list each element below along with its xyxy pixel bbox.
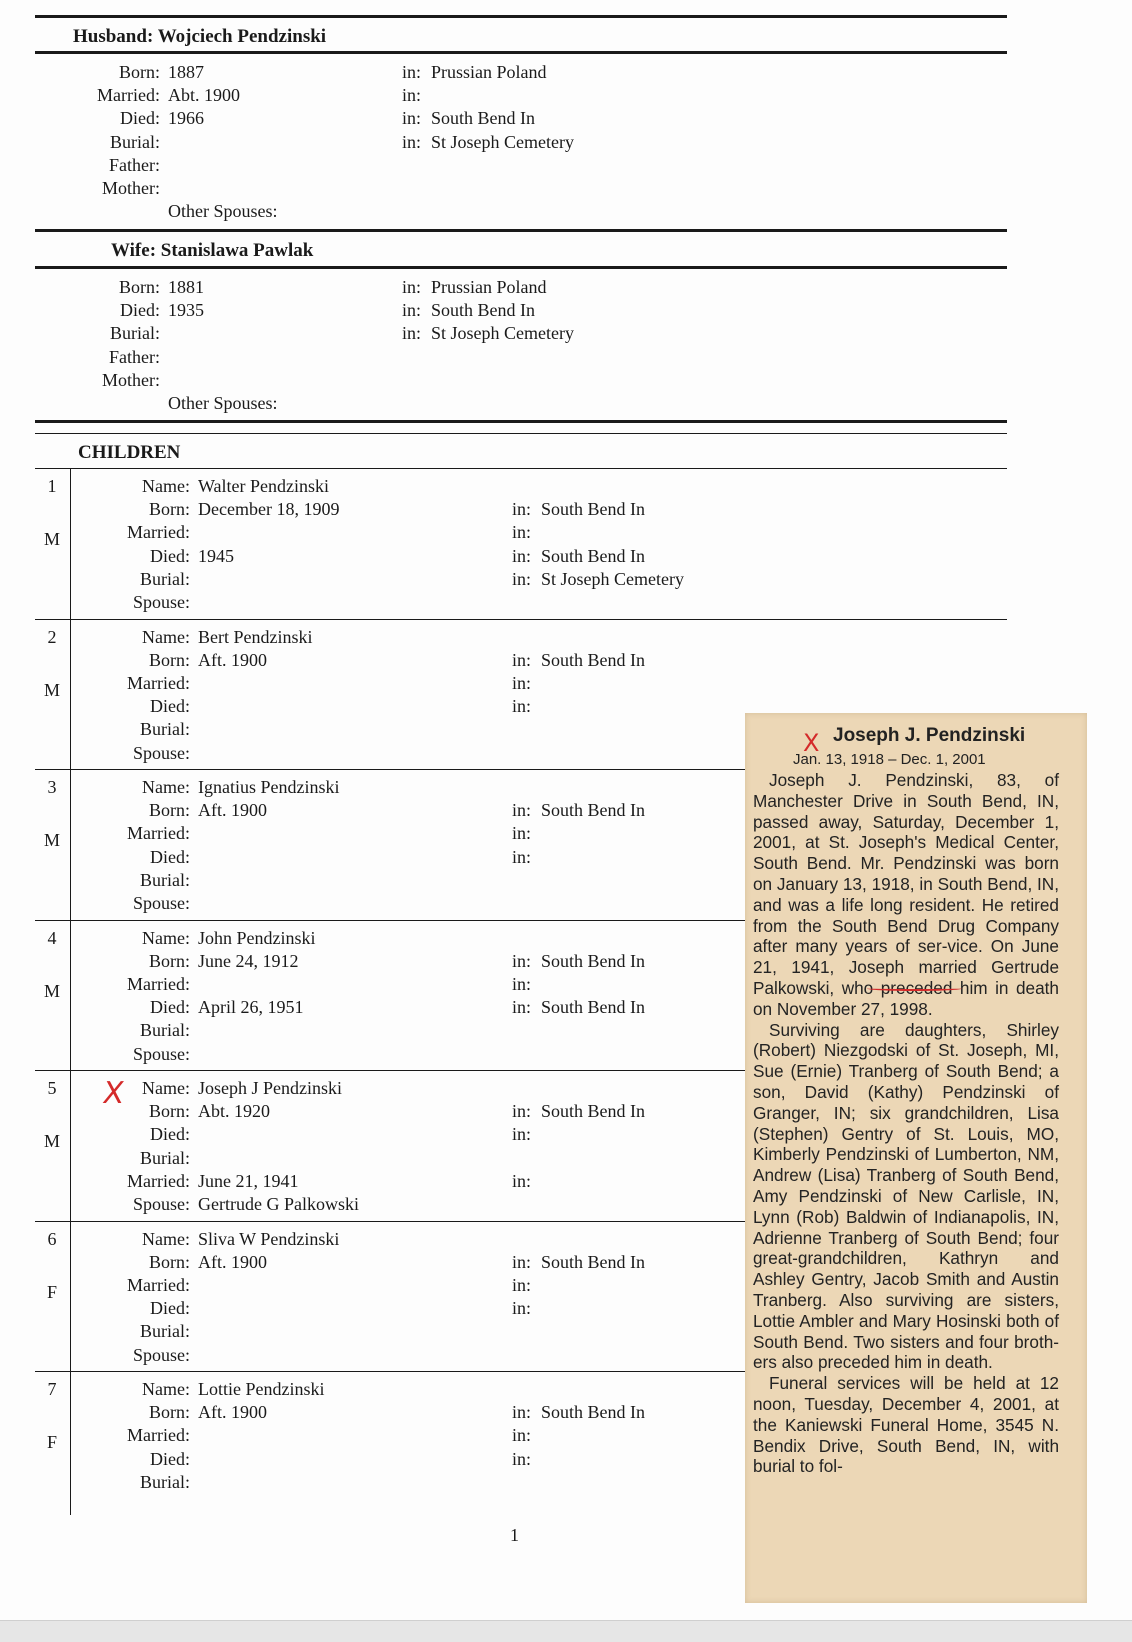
wife-fact-value: 1935	[168, 300, 204, 321]
child-fact-place: South Bend In	[541, 649, 646, 670]
page-number: 1	[510, 1525, 519, 1545]
child-fact-label: Burial:	[140, 719, 190, 740]
wife-fact-label: Born:	[118, 277, 160, 297]
top-rule	[35, 15, 1007, 18]
child-sex: M	[43, 529, 60, 549]
husband-fact-in-label: in:	[402, 85, 422, 106]
wife-fact-in-label: in:	[402, 323, 422, 344]
child-fact-label: Died:	[150, 1124, 190, 1145]
child-fact-label: Name:	[142, 476, 190, 496]
child-fact-in-label: in:	[512, 1251, 532, 1272]
child-fact-value: John Pendzinski	[198, 927, 316, 948]
obituary-clipping	[745, 713, 1087, 1603]
child-fact-label: Died:	[150, 846, 190, 867]
husband-fact-label: Mother:	[102, 178, 160, 198]
child-fact-value: Aft. 1900	[198, 1251, 267, 1272]
margin-red-mark: X	[100, 1076, 127, 1111]
husband-fact-label: Born:	[118, 62, 160, 82]
child-fact-place: South Bend In	[541, 950, 646, 971]
husband-fact-in-label: in:	[402, 108, 422, 129]
child-fact-label: Born:	[148, 1101, 190, 1122]
child-sex: M	[43, 1131, 60, 1151]
child-fact-label: Name:	[142, 1078, 190, 1098]
clipping-paragraph: Funeral services will be held at 12 noon, Tuesday, December 4, 2001, at the Kaniewski Funeral Home, 3545 N. Bendix Drive, South Bend, IN, with burial to fol-	[753, 1373, 1059, 1477]
child-number: 5	[47, 1078, 57, 1098]
child-fact-label: Married:	[127, 522, 190, 543]
child-fact-value: Lottie Pendzinski	[198, 1379, 325, 1399]
child-fact-place: South Bend In	[541, 800, 646, 821]
child-fact-in-label: in:	[512, 846, 532, 867]
child-fact-in-label: in:	[512, 1124, 532, 1145]
child-fact-place: South Bend In	[541, 1402, 646, 1423]
child-fact-place: South Bend In	[541, 1101, 646, 1122]
child-fact-label: Born:	[148, 1402, 190, 1423]
wife-fact-in-label: in:	[402, 300, 422, 321]
child-fact-place: South Bend In	[541, 545, 646, 566]
child-fact-label: Married:	[127, 1425, 190, 1446]
child-fact-value: Ignatius Pendzinski	[198, 777, 340, 797]
child-sex: F	[46, 1281, 57, 1302]
child-fact-label: Died:	[150, 696, 190, 717]
children-top-rule-thin	[35, 433, 1007, 434]
child-fact-value: 1945	[198, 545, 234, 566]
husband-fact-value: Abt. 1900	[168, 85, 240, 106]
child-fact-in-label: in:	[512, 973, 532, 994]
child-number: 6	[47, 1228, 57, 1249]
child-fact-place: South Bend In	[541, 997, 646, 1018]
child-fact-label: Spouse:	[132, 1344, 190, 1365]
child-fact-value: Abt. 1920	[198, 1101, 270, 1122]
child-sex: M	[43, 679, 60, 700]
child-sex: M	[43, 830, 60, 850]
husband-fact-label: Burial:	[110, 131, 160, 152]
child-fact-label: Burial:	[140, 1321, 190, 1342]
child-fact-label: Born:	[148, 1251, 190, 1272]
husband-fact-in-label: in:	[402, 62, 422, 82]
child-fact-label: Burial:	[140, 568, 190, 589]
child-entry	[0, 469, 1132, 620]
child-fact-place: South Bend In	[541, 1251, 646, 1272]
child-fact-value: Walter Pendzinski	[198, 476, 330, 496]
child-fact-in-label: in:	[512, 499, 532, 520]
husband-rule	[35, 51, 1007, 54]
husband-header	[73, 25, 326, 49]
child-fact-label: Spouse:	[132, 1043, 190, 1064]
child-fact-in-label: in:	[512, 649, 532, 670]
child-fact-in-label: in:	[512, 1402, 532, 1423]
child-fact-value: June 21, 1941	[198, 1170, 299, 1191]
child-fact-label: Spouse:	[132, 592, 190, 612]
child-fact-label: Burial:	[140, 1147, 190, 1168]
husband-fact-label: Died:	[120, 108, 160, 129]
husband-fact-place: South Bend In	[431, 108, 536, 129]
child-fact-in-label: in:	[512, 545, 532, 566]
husband-fact-value: 1887	[168, 62, 204, 82]
child-fact-in-label: in:	[512, 1101, 532, 1122]
wife-top-rule	[35, 229, 1007, 232]
husband-name: Wojciech Pendzinski	[157, 26, 327, 47]
clipping-red-mark: X	[803, 729, 820, 757]
wife-title-label: Wife:	[111, 240, 157, 261]
child-fact-value: December 18, 1909	[198, 499, 340, 520]
red-underline	[867, 986, 962, 991]
wife-name: Stanislawa Pawlak	[160, 240, 314, 261]
child-fact-in-label: in:	[512, 568, 532, 589]
child-fact-label: Name:	[142, 1379, 190, 1399]
wife-other-spouses: Other Spouses:	[168, 393, 278, 413]
wife-fact-place: St Joseph Cemetery	[431, 323, 574, 344]
child-fact-label: Burial:	[140, 1020, 190, 1041]
husband-fact-label: Married:	[97, 85, 160, 106]
child-fact-value: April 26, 1951	[198, 997, 304, 1018]
wife-fact-value: 1881	[168, 277, 204, 297]
child-fact-label: Born:	[148, 800, 190, 821]
child-fact-value: June 24, 1912	[198, 950, 299, 971]
wife-fact-label: Died:	[120, 300, 160, 321]
child-fact-label: Name:	[142, 777, 190, 797]
child-fact-label: Died:	[150, 1448, 190, 1469]
child-fact-in-label: in:	[512, 823, 532, 844]
child-fact-label: Born:	[148, 499, 190, 520]
child-sex: F	[46, 1432, 57, 1452]
clipping-paragraph: Joseph J. Pendzinski, 83, of Manchester Drive in South Bend, IN, passed away, Saturday, December 1, 2001, at St. Joseph's Medical Center, South Bend. Mr. Pendzinski was born on January 13, 1918, in South Bend, IN, and was a life long resident. He retired from the South Bend Drug Company after many years of ser-vice. On June 21, 1941, Joseph married Gertrude Palkowski, who preceded him in death on November 27, 1998.	[753, 770, 1059, 1019]
child-number: 2	[47, 626, 57, 647]
child-fact-value: Aft. 1900	[198, 800, 267, 821]
child-number: 1	[47, 476, 57, 496]
child-fact-in-label: in:	[512, 950, 532, 971]
child-number: 4	[47, 927, 57, 948]
wife-fact-in-label: in:	[402, 277, 422, 297]
child-fact-label: Name:	[142, 927, 190, 948]
wife-fact-place: South Bend In	[431, 300, 536, 321]
children-top-rule	[35, 420, 1007, 423]
child-fact-value: Aft. 1900	[198, 1402, 267, 1423]
clipping-body	[753, 770, 1059, 1477]
child-fact-label: Married:	[127, 672, 190, 693]
child-number: 3	[47, 777, 57, 797]
child-fact-label: Married:	[127, 823, 190, 844]
child-number: 7	[47, 1379, 57, 1399]
child-fact-value: Bert Pendzinski	[198, 626, 313, 647]
husband-fact-place: St Joseph Cemetery	[431, 131, 574, 152]
wife-fact-label: Burial:	[110, 323, 160, 344]
child-fact-in-label: in:	[512, 997, 532, 1018]
husband-fact-label: Father:	[109, 154, 160, 175]
child-fact-in-label: in:	[512, 1425, 532, 1446]
child-fact-in-label: in:	[512, 1298, 532, 1319]
child-fact-label: Born:	[148, 950, 190, 971]
child-fact-label: Burial:	[140, 869, 190, 890]
child-fact-in-label: in:	[512, 522, 532, 543]
child-fact-label: Spouse:	[132, 1194, 190, 1214]
clipping-paragraph: Surviving are daughters, Shirley (Robert) Niezgodski of St. Joseph, MI, Sue (Ernie) Tranberg of South Bend; a son, David (Kathy) Pendzinski of Granger, IN; six grandchildren, Lisa (Stephen) Gentry of St. Louis, MO, Kimberly Pendzinski of Lumberton, NM, Andrew (Lisa) Tranberg of South Bend, Amy Pendzinski of New Carlisle, IN, Lynn (Rob) Baldwin of Indianapolis, IN, Adrienne Tranberg of South Bend; four great-grandchildren, Kathryn and Ashley Gentry, Jacob Smith and Austin Tranberg. Also surviving are sisters, Lottie Ambler and Mary Hosinski both of South Bend. Two sisters and four broth-ers also preceded him in death.	[753, 1019, 1059, 1373]
child-fact-value: Gertrude G Palkowski	[198, 1194, 359, 1214]
husband-other-spouses: Other Spouses:	[168, 201, 278, 222]
child-sex: M	[43, 980, 60, 1001]
scan-bottom-edge	[0, 1620, 1132, 1642]
husband-fact-in-label: in:	[402, 131, 422, 152]
child-fact-in-label: in:	[512, 1170, 532, 1191]
child-fact-value: Sliva W Pendzinski	[198, 1228, 340, 1249]
child-fact-label: Died:	[150, 545, 190, 566]
wife-fact-label: Mother:	[102, 369, 160, 390]
child-fact-in-label: in:	[512, 1274, 532, 1295]
child-fact-in-label: in:	[512, 1448, 532, 1469]
child-fact-label: Burial:	[140, 1471, 190, 1492]
husband-fact-place: Prussian Poland	[431, 62, 547, 82]
child-fact-label: Spouse:	[132, 893, 190, 913]
child-fact-label: Died:	[150, 997, 190, 1018]
child-fact-label: Married:	[127, 1274, 190, 1295]
wife-rule	[35, 266, 1007, 269]
husband-fact-value: 1966	[168, 108, 204, 129]
children-heading: CHILDREN	[78, 442, 181, 463]
clipping-dates: Jan. 13, 1918 – Dec. 1, 2001	[793, 751, 986, 768]
child-fact-label: Married:	[127, 973, 190, 994]
child-fact-place: St Joseph Cemetery	[541, 568, 684, 589]
child-fact-in-label: in:	[512, 800, 532, 821]
child-fact-label: Born:	[148, 649, 190, 670]
child-fact-label: Name:	[142, 626, 190, 647]
child-fact-in-label: in:	[512, 672, 532, 693]
wife-fact-place: Prussian Poland	[431, 277, 547, 297]
wife-header	[111, 239, 313, 263]
clipping-name: Joseph J. Pendzinski	[833, 725, 1026, 746]
child-fact-in-label: in:	[512, 696, 532, 717]
child-fact-place: South Bend In	[541, 499, 646, 520]
child-fact-label: Spouse:	[132, 742, 190, 763]
child-fact-value: Aft. 1900	[198, 649, 267, 670]
husband-title-label: Husband:	[73, 26, 154, 47]
child-fact-label: Name:	[142, 1228, 190, 1249]
child-fact-value: Joseph J Pendzinski	[198, 1078, 342, 1098]
wife-fact-label: Father:	[109, 346, 160, 367]
child-fact-label: Married:	[127, 1170, 190, 1191]
child-fact-label: Died:	[150, 1298, 190, 1319]
